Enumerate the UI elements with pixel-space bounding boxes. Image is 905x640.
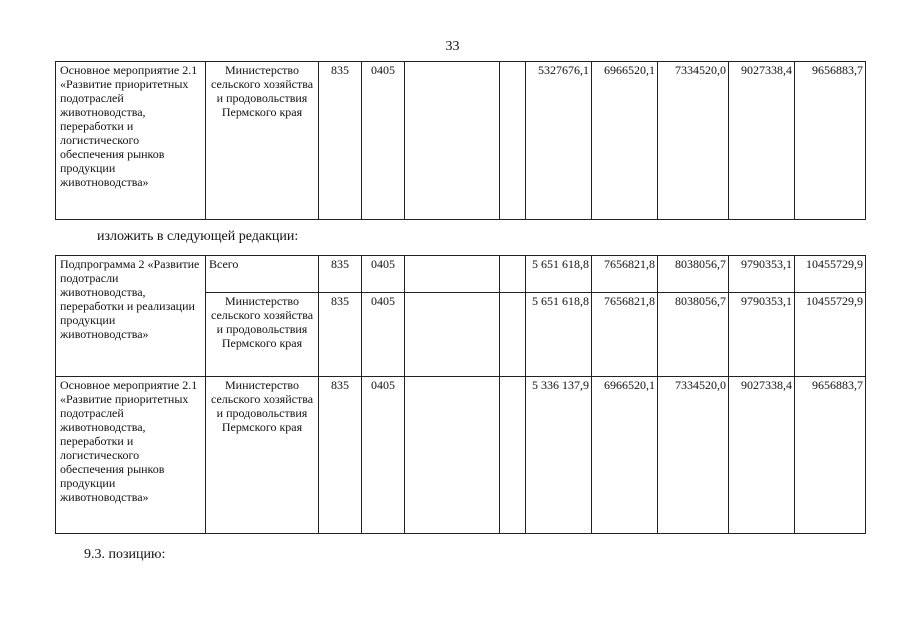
target-article-cell [405,293,500,377]
amount-cell: 10455729,9 [795,293,866,377]
amount-cell: 5 651 618,8 [526,293,592,377]
amount-cell: 9790353,1 [729,293,795,377]
section-code-cell: 0405 [362,256,405,293]
expense-type-cell [500,377,526,534]
amount-cell: 5 336 137,9 [526,377,592,534]
activity-name-cell: Основное мероприятие 2.1 «Развитие приоритетных подотраслей животноводства, переработки и логистического обеспечения рынков продукции животноводства» [56,377,206,534]
budget-table-after [55,255,866,534]
activity-name-cell: Основное мероприятие 2.1 «Развитие приоритетных подотраслей животноводства, переработки и логистического обеспечения рынков продукции животноводства» [56,62,206,220]
amount-cell: 6966520,1 [592,377,658,534]
amount-cell: 6966520,1 [592,62,658,220]
section-code-cell: 0405 [362,377,405,534]
total-label-cell: Всего [206,256,319,293]
ministry-cell: Министерство сельского хозяйства и продовольствия Пермского края [206,62,319,220]
amount-cell: 5 651 618,8 [526,256,592,293]
target-article-cell [405,62,500,220]
amount-cell: 9027338,4 [729,377,795,534]
table-row [56,62,866,220]
amount-cell: 8038056,7 [658,256,729,293]
expense-type-cell [500,293,526,377]
amount-cell: 7334520,0 [658,62,729,220]
amount-cell: 7334520,0 [658,377,729,534]
expense-type-cell [500,256,526,293]
amount-cell: 9656883,7 [795,377,866,534]
ministry-cell: Министерство сельского хозяйства и продовольствия Пермского края [206,293,319,377]
grbs-code-cell: 835 [319,377,362,534]
amount-cell: 7656821,8 [592,293,658,377]
section-heading: 9.3. позицию: [84,547,166,562]
amount-cell: 10455729,9 [795,256,866,293]
instruction-text: изложить в следующей редакции: [97,229,299,244]
page-number: 33 [445,39,460,54]
expense-type-cell [500,62,526,220]
target-article-cell [405,256,500,293]
budget-table-before [55,61,866,220]
ministry-cell: Министерство сельского хозяйства и продовольствия Пермского края [206,377,319,534]
amount-cell: 5327676,1 [526,62,592,220]
grbs-code-cell: 835 [319,62,362,220]
grbs-code-cell: 835 [319,256,362,293]
grbs-code-cell: 835 [319,293,362,377]
section-code-cell: 0405 [362,62,405,220]
table-row [56,256,866,293]
subprogram-name-cell: Подпрограмма 2 «Развитие подотрасли животноводства, переработки и реализации продукции животноводства» [56,256,206,377]
target-article-cell [405,377,500,534]
amount-cell: 9656883,7 [795,62,866,220]
amount-cell: 9790353,1 [729,256,795,293]
section-code-cell: 0405 [362,293,405,377]
amount-cell: 8038056,7 [658,293,729,377]
amount-cell: 9027338,4 [729,62,795,220]
table-row [56,377,866,534]
amount-cell: 7656821,8 [592,256,658,293]
